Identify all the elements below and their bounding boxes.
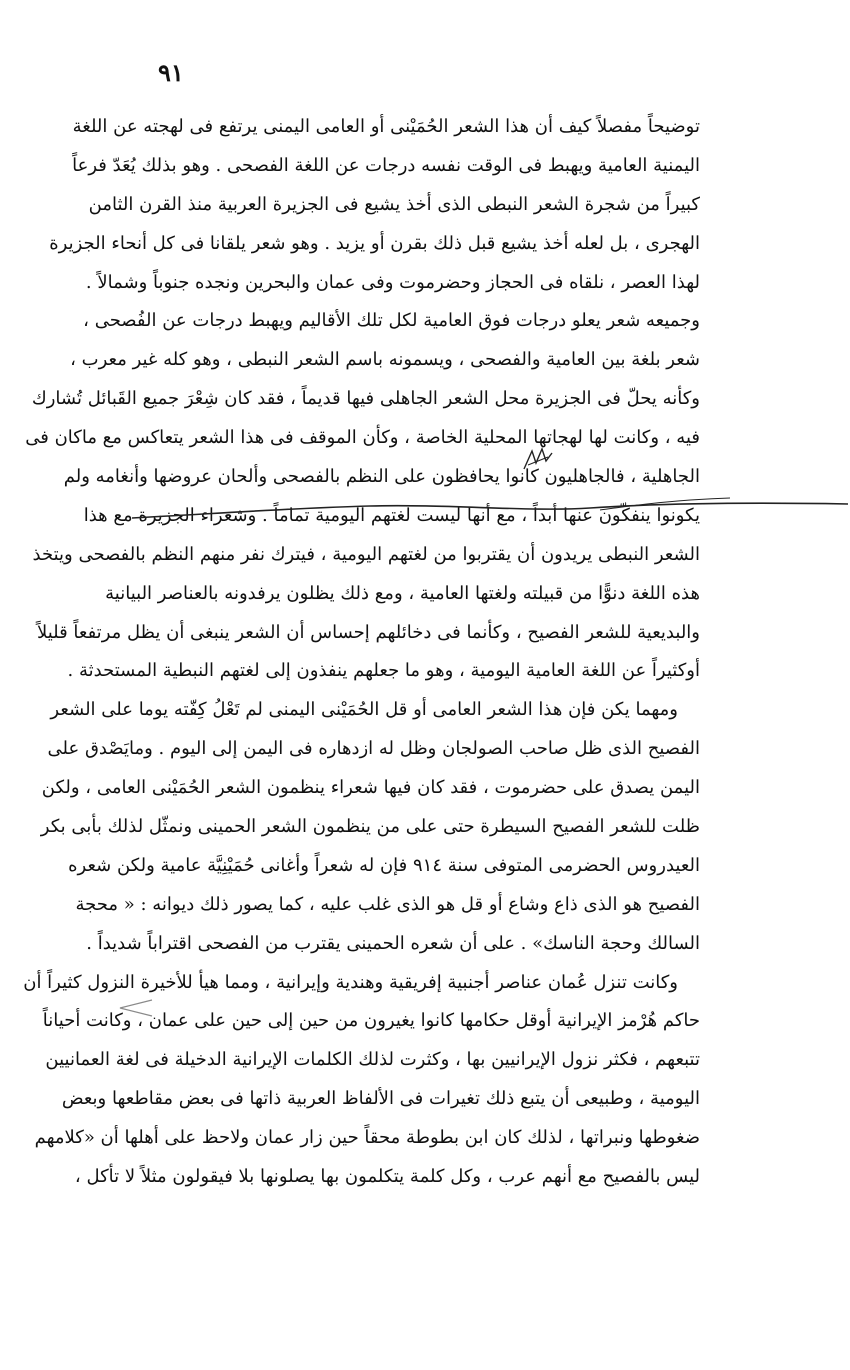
text-line: فيه ، وكانت لها لهجاتها المحلية الخاصة ، وكأن الموقف فى هذا الشعر يتعاكس مع ماكان فى — [25, 427, 700, 449]
text-line: لهذا العصر ، نلقاه فى الحجاز وحضرموت وفى عمان والبحرين ونجده جنوباً وشمالاً . — [85, 271, 700, 293]
text-line: أوكثيراً عن اللغة العامية اليومية ، وهو ما جعلهم ينفذون إلى لغتهم النبطية المستحدثة . — [67, 660, 700, 682]
text-line: شعر بلغة بين العامية والفصحى ، ويسمونه باسم الشعر النبطى ، وهو كله غير معرب ، — [70, 349, 700, 371]
text-line: تتبعهم ، فكثر نزول الإيرانيين بها ، وكثرت لذلك الكلمات الإيرانية الدخيلة فى لغة العمانيين — [45, 1049, 700, 1071]
text-line: السالك وحجة الناسك» . على أن شعره الحمينى يقترب من الفصحى اقتراباً شديداً . — [86, 932, 700, 954]
text-line: ليس بالفصيح مع أنهم عرب ، وكل كلمة يتكلمون بها يصلونها بلا فيقولون مثلاً لا تأكل ، — [74, 1166, 700, 1188]
text-line: الهجرى ، بل لعله أخذ يشيع قبل ذلك بقرن أو يزيد . وهو شعر يلقانا فى كل أنحاء الجزيرة — [49, 232, 700, 254]
page-number: ٩١ — [158, 58, 184, 87]
text-line: كبيراً من شجرة الشعر النبطى الذى أخذ يشيع فى الجزيرة العربية منذ القرن الثامن — [88, 193, 700, 215]
text-line: اليومية ، وطبيعى أن يتبع ذلك تغيرات فى الألفاظ العربية ذاتها فى بعض مقاطعها وبعض — [61, 1088, 700, 1110]
text-line: الشعر النبطى يريدون أن يقتربوا من لغتهم اليومية ، فيترك نفر منهم النظم بالفصحى ويتخذ — [32, 543, 700, 565]
text-line: ضغوطها ونبراتها ، لذلك كان ابن بطوطة محقاً حين زار عمان ولاحظ على أهلها أن «كلامهم — [34, 1127, 700, 1149]
paragraph-start-line: ومهما يكن فإن هذا الشعر العامى أو قل الحُمَيْنى اليمنى لم تَعْلُ كِفّته يوما على الشعر — [50, 699, 678, 721]
paragraph-start-line: وكانت تنزل عُمان عناصر أجنبية إفريقية وهندية وإيرانية ، ومما هيأ للأخيرة النزول كثيراً أن — [23, 971, 678, 993]
text-line: وجميعه شعر يعلو درجات فوق العامية لكل تلك الأقاليم ويهبط درجات عن الفُصحى ، — [83, 310, 700, 332]
text-line: والبديعية للشعر الفصيح ، وكأنما فى دخائلهم إحساس أن الشعر ينبغى أن يظل مرتفعاً قليلاً — [36, 621, 700, 643]
handwritten-underline — [130, 496, 850, 526]
handwritten-insert-mark — [522, 445, 554, 473]
text-line: حاكم هُرْمز الإيرانية أوقل حكامها كانوا يغيرون من حين إلى حين على عمان ، وكانت أحياناً — [42, 1010, 700, 1032]
text-line: الجاهلية ، فالجاهليون كانوا يحافظون على النظم بالفصحى وألحان عروضها وأنغامه ولم — [63, 466, 700, 488]
text-line: ظلت للشعر الفصيح السيطرة حتى على من ينظمون الشعر الحمينى ونمثّل لذلك بأبى بكر — [40, 816, 700, 838]
text-line: الفصيح الذى ظل صاحب الصولجان وظل له ازدهاره فى اليمن إلى اليوم . ومايَصْدق على — [47, 738, 700, 760]
text-line: الفصيح هو الذى ذاع وشاع أو قل هو الذى غلب عليه ، كما يصور ذلك ديوانه : « محجة — [75, 893, 700, 915]
margin-pencil-mark — [112, 996, 154, 1020]
text-line: توضيحاً مفصلاً كيف أن هذا الشعر الحُمَيْنى أو العامى اليمنى يرتفع فى لهجته عن اللغة — [72, 116, 700, 137]
text-line: اليمن يصدق على حضرموت ، فقد كان فيها شعراء ينظمون الشعر الحُمَيْنى العامى ، ولكن — [41, 777, 700, 799]
text-line: العيدروس الحضرمى المتوفى سنة ٩١٤ فإن له شعراً وأغانى حُمَيْنِيَّة عامية ولكن شعره — [68, 854, 700, 876]
text-line: يكونوا ينفكّون عنها أبداً ، مع أنها ليست لغتهم اليومية تماماً . وشعراء الجزيرة مع هذا — [83, 504, 700, 526]
body-text — [23, 108, 700, 1197]
text-line: اليمنية العامية ويهبط فى الوقت نفسه درجات عن اللغة الفصحى . وهو بذلك يُعَدّ فرعاً — [72, 154, 700, 176]
text-line: وكأنه يحلّ فى الجزيرة محل الشعر الجاهلى فيها قديماً ، فقد كان شِعْرَ جميع القَبائل تُشارك — [31, 388, 700, 410]
text-line: هذه اللغة دنوًّا من قبيلته ولغتها العامية ، ومع ذلك يظلون يرفدونه بالعناصر البيانية — [105, 582, 700, 604]
